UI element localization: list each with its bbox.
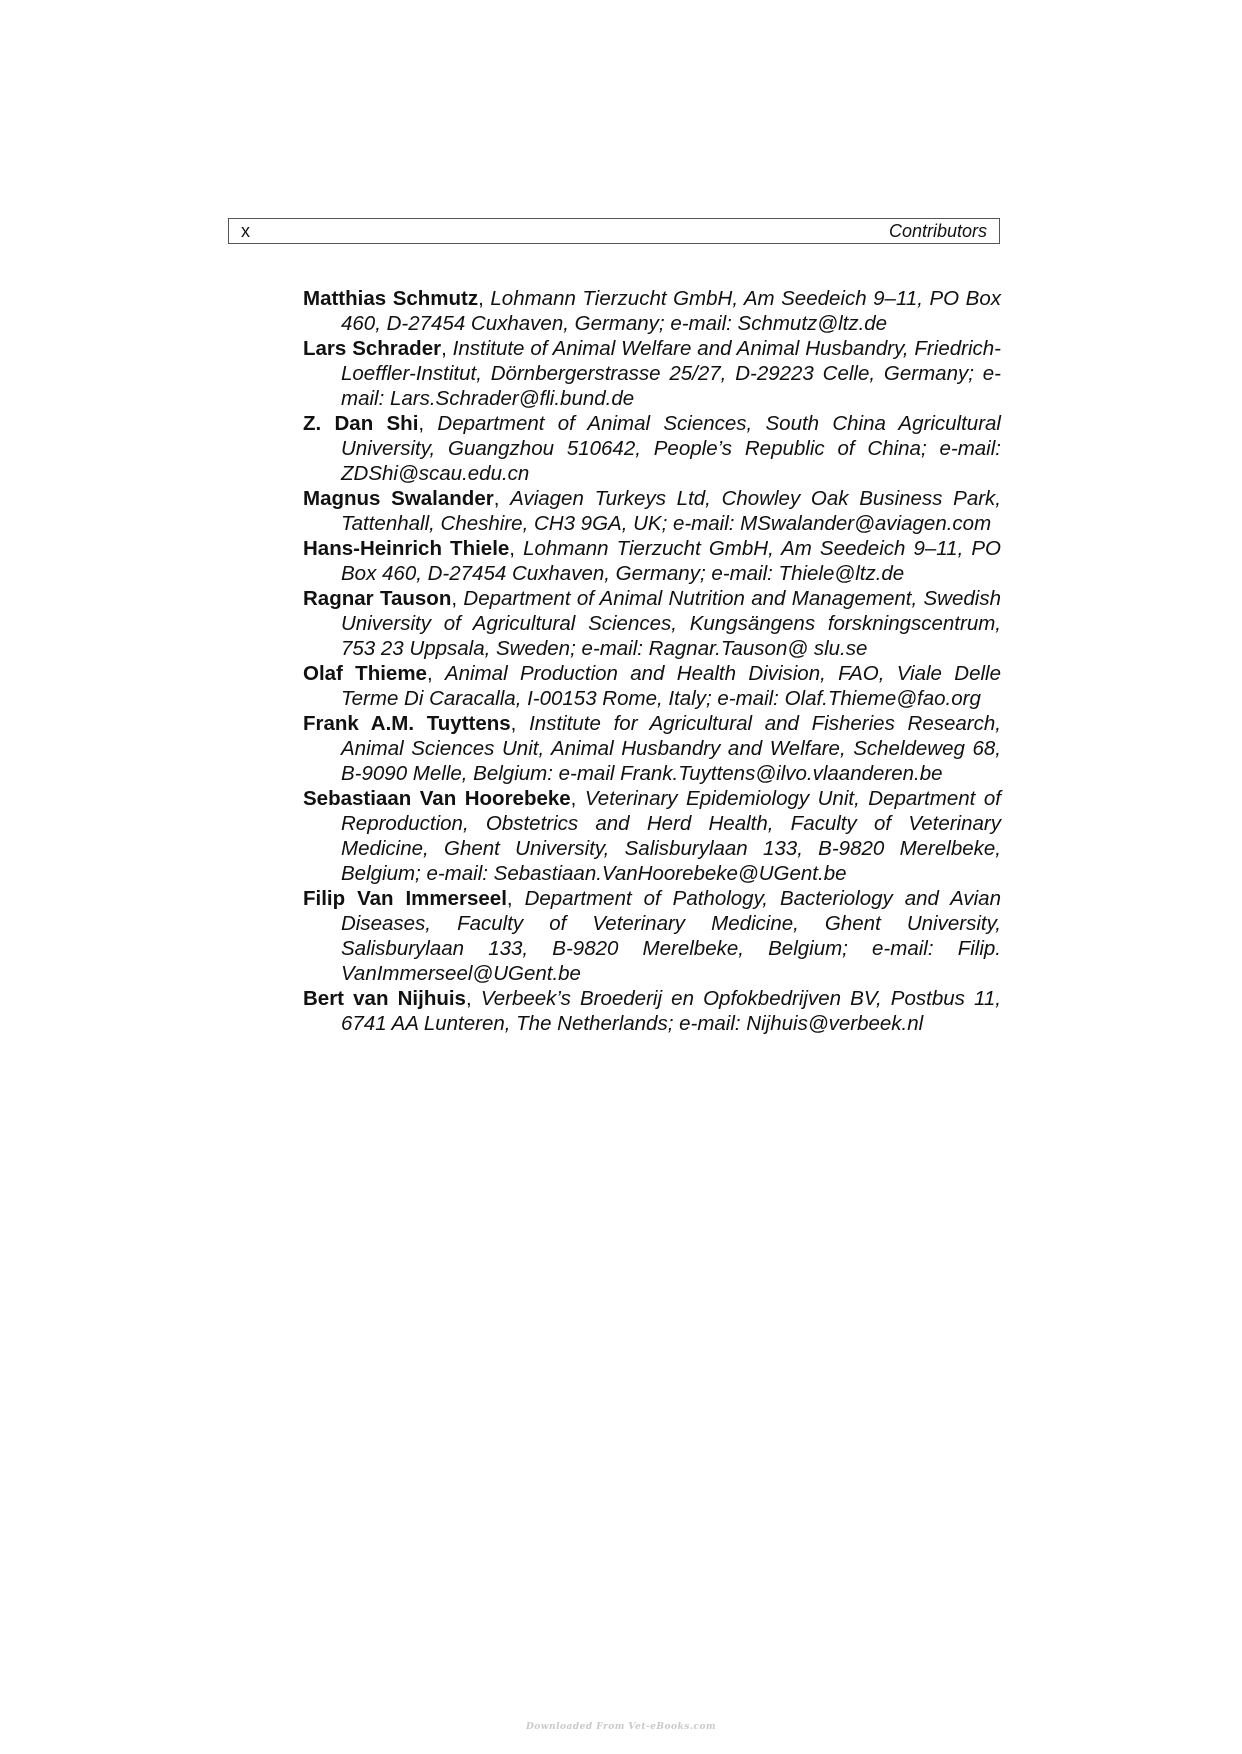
contributor-name: Frank A.M. Tuyttens bbox=[303, 712, 511, 735]
footer-watermark: Downloaded From Vet-eBooks.com bbox=[526, 1722, 716, 1732]
contributor-entry: Z. Dan Shi, Department of Animal Sciences, South China Agricultural University, Guangzhou 510642, People’s Republic of China; e-mail: ZDShi@scau.edu.cn bbox=[303, 412, 1001, 485]
contributor-name: Lars Schrader bbox=[303, 337, 442, 360]
contributor-affiliation: Lohmann Tierzucht GmbH, Am Seedeich 9–11, PO Box 460, D-27454 Cuxhaven, Germany; e-mail: Thiele@ltz.de bbox=[341, 537, 1001, 585]
contributor-affiliation: Animal Production and Health Division, FAO, Viale Delle Terme Di Caracalla, I-00153 Rome, Italy; e-mail: Olaf.Thieme@fao.org bbox=[341, 662, 1001, 710]
contributor-entry: Filip Van Immerseel, Department of Pathology, Bacteriology and Avian Diseases, Faculty of Veterinary Medicine, Ghent University, Salisburylaan 133, B-9820 Merelbeke, Belgium; e-mail: Filip. VanImmerseel@UGent.be bbox=[303, 887, 1001, 985]
contributor-entry: Matthias Schmutz, Lohmann Tierzucht GmbH, Am Seedeich 9–11, PO Box 460, D-27454 Cuxhaven, Germany; e-mail: Schmutz@ltz.de bbox=[303, 287, 1001, 335]
contributor-affiliation: Department of Animal Nutrition and Management, Swedish University of Agricultural Sciences, Kungsängens forskningscentrum, 753 23 Uppsala, Sweden; e-mail: Ragnar.Tauson@ slu.se bbox=[341, 587, 1001, 660]
contributor-name: Hans-Heinrich Thiele bbox=[303, 537, 510, 560]
contributor-name: Z. Dan Shi bbox=[303, 412, 419, 435]
contributor-list bbox=[303, 286, 1001, 1036]
contributor-entry: Bert van Nijhuis, Verbeek’s Broederij en Opfokbedrijven BV, Postbus 11, 6741 AA Lunteren, The Netherlands; e-mail: Nijhuis@verbeek.nl bbox=[303, 987, 1001, 1035]
contributor-affiliation: Institute for Agricultural and Fisheries Research, Animal Sciences Unit, Animal Husbandry and Welfare, Scheldeweg 68, B-9090 Melle, Belgium: e-mail Frank.Tuyttens@ilvo.vlaanderen.be bbox=[341, 712, 1001, 785]
contributor-name: Bert van Nijhuis bbox=[303, 987, 466, 1010]
contributor-name: Sebastiaan Van Hoorebeke bbox=[303, 787, 571, 810]
page-number: x bbox=[241, 220, 250, 241]
contributor-entry: Ragnar Tauson, Department of Animal Nutrition and Management, Swedish University of Agricultural Sciences, Kungsängens forskningscentrum, 753 23 Uppsala, Sweden; e-mail: Ragnar.Tauson@ slu.se bbox=[303, 587, 1001, 660]
contributor-name: Magnus Swalander bbox=[303, 487, 494, 510]
running-header bbox=[228, 218, 1000, 244]
contributor-entry: Olaf Thieme, Animal Production and Health Division, FAO, Viale Delle Terme Di Caracalla, I-00153 Rome, Italy; e-mail: Olaf.Thieme@fao.org bbox=[303, 662, 1001, 710]
contributor-name: Filip Van Immerseel bbox=[303, 887, 507, 910]
contributor-affiliation: Aviagen Turkeys Ltd, Chowley Oak Business Park, Tattenhall, Cheshire, CH3 9GA, UK; e-mail: MSwalander@aviagen.com bbox=[341, 487, 1001, 535]
contributor-name: Olaf Thieme bbox=[303, 662, 427, 685]
contributor-affiliation: Institute of Animal Welfare and Animal Husbandry, Friedrich-Loeffler-Institut, Dörnbergerstrasse 25/27, D-29223 Celle, Germany; e-mail: Lars.Schrader@fli.bund.de bbox=[341, 337, 1001, 410]
contributor-affiliation: Veterinary Epidemiology Unit, Department of Reproduction, Obstetrics and Herd Health, Faculty of Veterinary Medicine, Ghent University, Salisburylaan 133, B-9820 Merelbeke, Belgium; e-mail: Sebastiaan.VanHoorebeke@UGent.be bbox=[341, 787, 1001, 885]
contributor-entry: Frank A.M. Tuyttens, Institute for Agricultural and Fisheries Research, Animal Sciences Unit, Animal Husbandry and Welfare, Scheldeweg 68, B-9090 Melle, Belgium: e-mail Frank.Tuyttens@ilvo.vlaanderen.be bbox=[303, 712, 1001, 785]
contributor-entry: Sebastiaan Van Hoorebeke, Veterinary Epidemiology Unit, Department of Reproduction, Obstetrics and Herd Health, Faculty of Veterinary Medicine, Ghent University, Salisburylaan 133, B-9820 Merelbeke, Belgium; e-mail: Sebastiaan.VanHoorebeke@UGent.be bbox=[303, 787, 1001, 885]
contributor-name: Matthias Schmutz bbox=[303, 287, 479, 310]
contributor-entry: Hans-Heinrich Thiele, Lohmann Tierzucht GmbH, Am Seedeich 9–11, PO Box 460, D-27454 Cuxhaven, Germany; e-mail: Thiele@ltz.de bbox=[303, 537, 1001, 585]
contributor-name: Ragnar Tauson bbox=[303, 587, 452, 610]
contributor-affiliation: Department of Pathology, Bacteriology and Avian Diseases, Faculty of Veterinary Medicine, Ghent University, Salisburylaan 133, B-9820 Merelbeke, Belgium; e-mail: Filip. VanImmerseel@UGent.be bbox=[341, 887, 1001, 985]
section-title: Contributors bbox=[888, 220, 987, 241]
contributor-affiliation: Department of Animal Sciences, South China Agricultural University, Guangzhou 510642, People’s Republic of China; e-mail: ZDShi@scau.edu.cn bbox=[341, 412, 1001, 485]
contributor-affiliation: Verbeek’s Broederij en Opfokbedrijven BV, Postbus 11, 6741 AA Lunteren, The Netherlands; e-mail: Nijhuis@verbeek.nl bbox=[341, 987, 1001, 1035]
contributor-affiliation: Lohmann Tierzucht GmbH, Am Seedeich 9–11, PO Box 460, D-27454 Cuxhaven, Germany; e-mail: Schmutz@ltz.de bbox=[341, 287, 1001, 335]
contributor-entry: Magnus Swalander, Aviagen Turkeys Ltd, Chowley Oak Business Park, Tattenhall, Cheshire, CH3 9GA, UK; e-mail: MSwalander@aviagen.com bbox=[303, 487, 1001, 535]
contributor-entry: Lars Schrader, Institute of Animal Welfare and Animal Husbandry, Friedrich-Loeffler-Institut, Dörnbergerstrasse 25/27, D-29223 Celle, Germany; e-mail: Lars.Schrader@fli.bund.de bbox=[303, 337, 1001, 410]
